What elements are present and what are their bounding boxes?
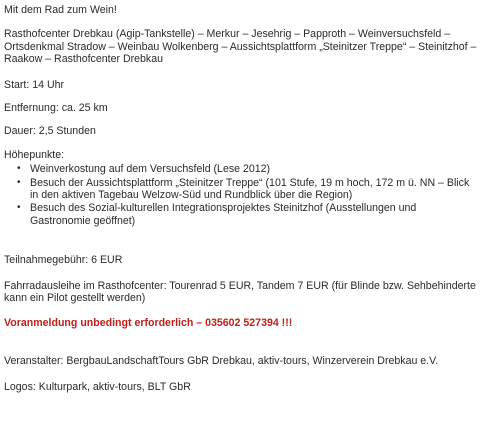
route-description: Rasthofcenter Drebkau (Agip-Tankstelle) – Merkur – Jesehrig – Papproth – Weinversuchsfeld – Ortsdenkmal Stradow – Weinbau Wolkenberg – Aussichtsplattform „Steinitzer Treppe“ – Steinitzhof – Raakow – Rasthofcenter Drebkau <box>4 28 477 66</box>
highlight-text: Weinverkostung auf dem Versuchsfeld (Lese 2012) <box>30 163 271 176</box>
highlight-text: Besuch des Sozial-kulturellen Integrationsprojektes Steinitzhof (Ausstellungen und Gastronomie geöffnet) <box>30 202 417 227</box>
list-item <box>4 177 478 202</box>
bike-rental: Fahrradausleihe im Rasthofcenter: Tourenrad 5 EUR, Tandem 7 EUR (für Blinde bzw. Sehbehinderte kann ein Pilot gestellt werden) <box>4 279 476 305</box>
list-item <box>4 163 478 175</box>
bullet-icon: • <box>17 163 21 175</box>
participation-fee: Teilnahmegebühr: 6 EUR <box>4 254 123 267</box>
bullet-icon: • <box>17 176 21 188</box>
duration: Dauer: 2,5 Stunden <box>4 125 96 138</box>
document-title: Mit dem Rad zum Wein! <box>4 4 117 16</box>
logos-line: Logos: Kulturpark, aktiv-tours, BLT GbR <box>4 381 191 394</box>
document <box>4 4 478 394</box>
registration-notice: Voranmeldung unbedingt erforderlich – 035602 527394 !!! <box>4 316 293 329</box>
organizer: Veranstalter: BergbauLandschaftTours GbR Drebkau, aktiv-tours, Winzerverein Drebkau e.V. <box>4 354 439 367</box>
highlights-heading: Höhepunkte: <box>4 148 65 161</box>
list-item <box>4 202 478 227</box>
distance: Entfernung: ca. 25 km <box>4 102 108 115</box>
highlight-text: Besuch der Aussichtsplattform „Steinitzer Treppe“ (101 Stufe, 19 m hoch, 172 m ü. NN – Blick in den aktiven Tagebau Welzow-Süd und Rundblick über die Region) <box>30 176 470 202</box>
highlights-list <box>4 163 478 227</box>
start-time: Start: 14 Uhr <box>4 78 65 91</box>
bullet-icon: • <box>17 202 21 214</box>
